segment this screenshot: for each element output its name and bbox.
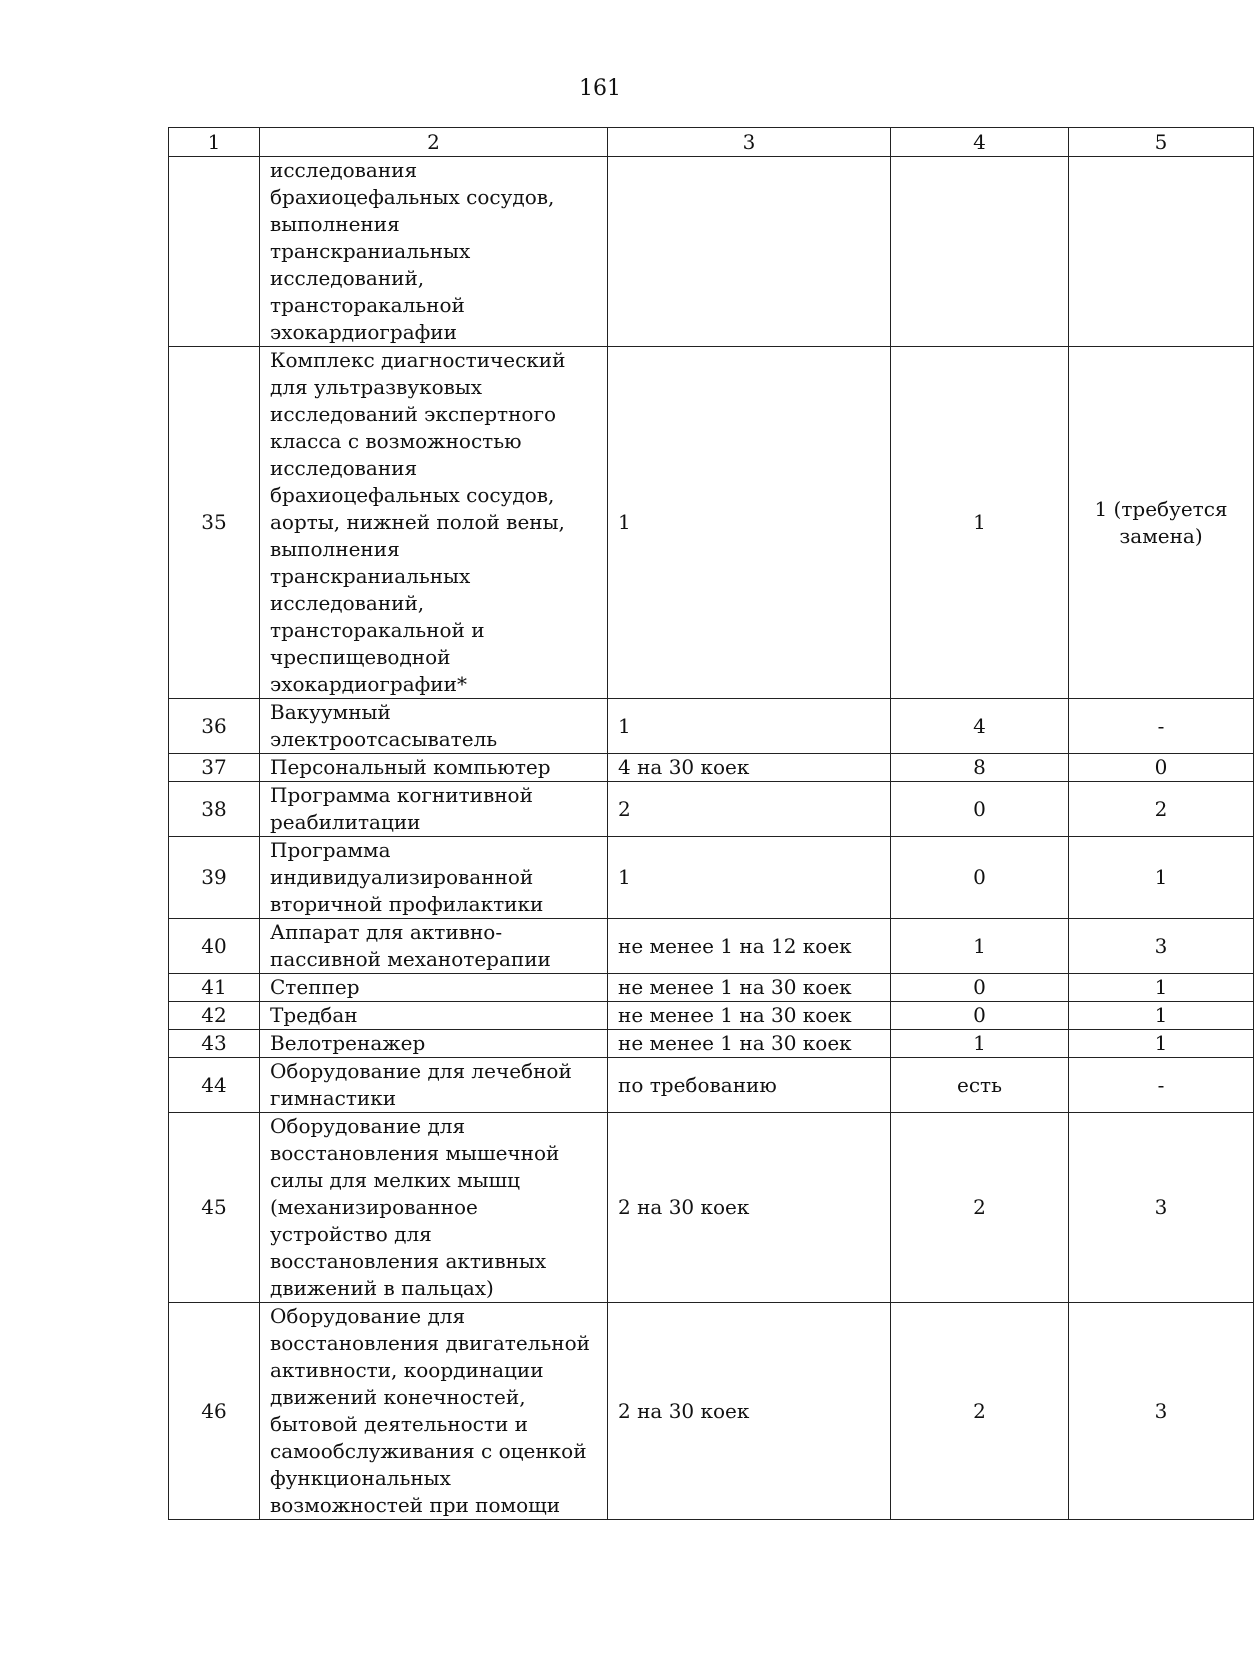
norm-value: не менее 1 на 30 коек <box>608 974 891 1002</box>
table-row <box>169 1303 1254 1520</box>
required-value: 0 <box>1069 754 1254 782</box>
available-value: 0 <box>891 1002 1069 1030</box>
norm-value: 1 <box>608 347 891 699</box>
table-row <box>169 1030 1254 1058</box>
norm-value: 2 <box>608 782 891 837</box>
column-header: 4 <box>891 128 1069 157</box>
table-row <box>169 919 1254 974</box>
norm-value: 2 на 30 коек <box>608 1303 891 1520</box>
row-number: 41 <box>169 974 260 1002</box>
row-number: 36 <box>169 699 260 754</box>
equipment-name: Программа когнитивной реабилитации <box>260 782 608 837</box>
equipment-name: Аппарат для активно-пассивной механотерапии <box>260 919 608 974</box>
equipment-name: Комплекс диагностический для ультразвуковых исследований экспертного класса с возможностью исследования брахиоцефальных сосудов, аорты, нижней полой вены, выполнения транскраниальных исследований, трансторакальной и чреспищеводной эхокардиографии* <box>260 347 608 699</box>
norm-value: не менее 1 на 12 коек <box>608 919 891 974</box>
column-header: 2 <box>260 128 608 157</box>
equipment-name: Степпер <box>260 974 608 1002</box>
equipment-name: Персональный компьютер <box>260 754 608 782</box>
column-header: 1 <box>169 128 260 157</box>
available-value: 0 <box>891 837 1069 919</box>
required-value: 3 <box>1069 919 1254 974</box>
equipment-name: Вакуумный электроотсасыватель <box>260 699 608 754</box>
table-row <box>169 157 1254 347</box>
page-number: 161 <box>579 76 621 101</box>
row-number: 42 <box>169 1002 260 1030</box>
equipment-name: Оборудование для восстановления мышечной силы для мелких мышц (механизированное устройство для восстановления активных движений в пальцах) <box>260 1113 608 1303</box>
required-value: 1 <box>1069 837 1254 919</box>
norm-value: не менее 1 на 30 коек <box>608 1030 891 1058</box>
available-value: 0 <box>891 974 1069 1002</box>
row-number: 40 <box>169 919 260 974</box>
norm-value: 1 <box>608 837 891 919</box>
required-value: - <box>1069 699 1254 754</box>
available-value: 8 <box>891 754 1069 782</box>
norm-value: 4 на 30 коек <box>608 754 891 782</box>
table-row <box>169 974 1254 1002</box>
column-header: 3 <box>608 128 891 157</box>
column-header: 5 <box>1069 128 1254 157</box>
available-value: 2 <box>891 1303 1069 1520</box>
norm-value: 2 на 30 коек <box>608 1113 891 1303</box>
row-number: 38 <box>169 782 260 837</box>
table-row <box>169 1113 1254 1303</box>
row-number: 43 <box>169 1030 260 1058</box>
row-number: 37 <box>169 754 260 782</box>
row-number: 46 <box>169 1303 260 1520</box>
table-row <box>169 347 1254 699</box>
equipment-name: Оборудование для лечебной гимнастики <box>260 1058 608 1113</box>
norm-value: по требованию <box>608 1058 891 1113</box>
table-row <box>169 782 1254 837</box>
equipment-name: Программа индивидуализированной вторичной профилактики <box>260 837 608 919</box>
required-value: 1 <box>1069 1002 1254 1030</box>
norm-value: не менее 1 на 30 коек <box>608 1002 891 1030</box>
required-value: 2 <box>1069 782 1254 837</box>
equipment-name: исследования брахиоцефальных сосудов, выполнения транскраниальных исследований, трансторакальной эхокардиографии <box>260 157 608 347</box>
equipment-table <box>168 127 1254 1520</box>
norm-value: 1 <box>608 699 891 754</box>
table-row <box>169 1002 1254 1030</box>
table-row <box>169 699 1254 754</box>
required-value: 3 <box>1069 1303 1254 1520</box>
table-header-row <box>169 128 1254 157</box>
required-value <box>1069 157 1254 347</box>
available-value: 4 <box>891 699 1069 754</box>
required-value: 1 <box>1069 974 1254 1002</box>
row-number: 39 <box>169 837 260 919</box>
required-value: 1 (требуется замена) <box>1069 347 1254 699</box>
row-number <box>169 157 260 347</box>
available-value: 1 <box>891 919 1069 974</box>
equipment-name: Велотренажер <box>260 1030 608 1058</box>
available-value: 0 <box>891 782 1069 837</box>
available-value: есть <box>891 1058 1069 1113</box>
row-number: 35 <box>169 347 260 699</box>
table-row <box>169 837 1254 919</box>
equipment-name: Оборудование для восстановления двигательной активности, координации движений конечностей, бытовой деятельности и самообслуживания с оценкой функциональных возможностей при помощи <box>260 1303 608 1520</box>
available-value: 1 <box>891 1030 1069 1058</box>
equipment-name: Тредбан <box>260 1002 608 1030</box>
required-value: 1 <box>1069 1030 1254 1058</box>
table-row <box>169 754 1254 782</box>
row-number: 44 <box>169 1058 260 1113</box>
required-value: - <box>1069 1058 1254 1113</box>
available-value: 2 <box>891 1113 1069 1303</box>
table-row <box>169 1058 1254 1113</box>
available-value: 1 <box>891 347 1069 699</box>
required-value: 3 <box>1069 1113 1254 1303</box>
norm-value <box>608 157 891 347</box>
available-value <box>891 157 1069 347</box>
row-number: 45 <box>169 1113 260 1303</box>
